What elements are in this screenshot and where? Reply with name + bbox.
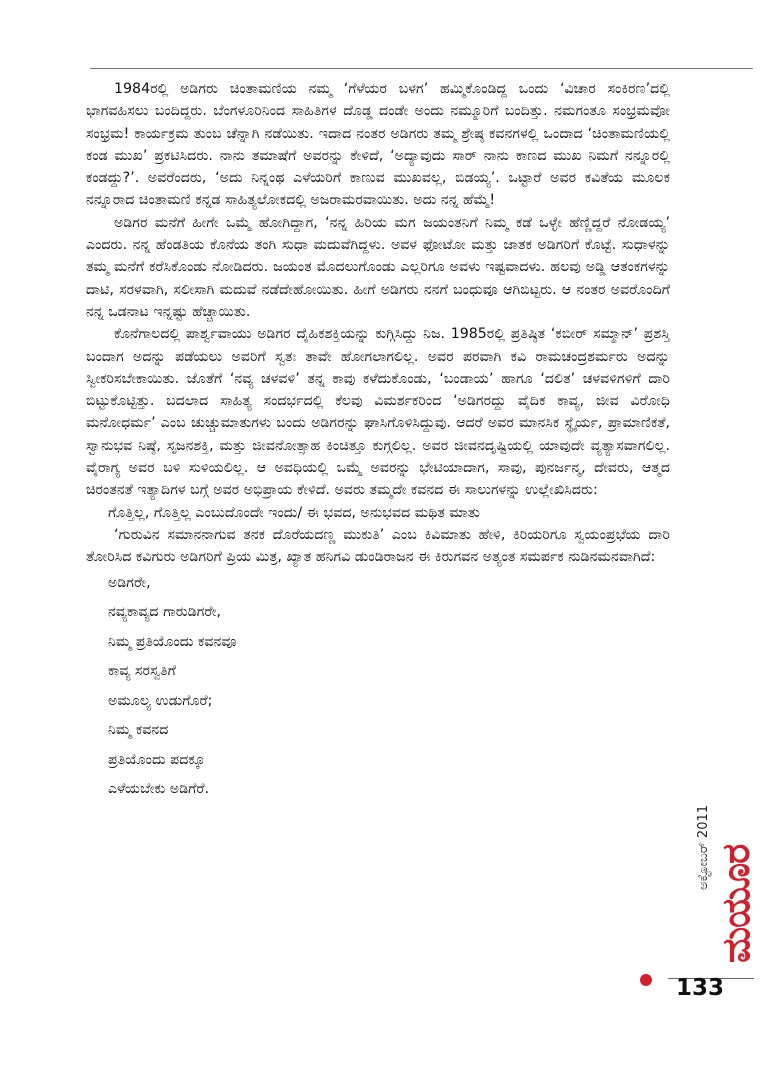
poem-line: ಕಾವ್ಯ ಸರಸ್ವತಿಗೆ — [108, 663, 176, 680]
article-paragraph: ‘ಗುರುವಿನ ಸಮಾನನಾಗುವ ತನಕ ದೊರೆಯದಣ್ಣ ಮುಕುತಿ’ ಎಂಬ ಕಿವಿಮಾತು ಹೇಳಿ, ಕಿರಿಯರಿಗೂ ಸ್ವಯಂಪ್ರಭೆಯ ದಾರಿ ತೋರಿಸಿದ ಕವಿಗುರು ಅಡಿಗರಿಗೆ ಪ್ರಿಯ ಮಿತ್ರ, ಖ್ಯಾತ ಹನಿಗವಿ ಡುಂಡಿರಾಜನ ಈ ಕಿರುಗವನ ಅತ್ಯಂತ ಸಮರ್ಪಕ ನುಡಿನಮನವಾಗಿದೆ: — [86, 526, 670, 566]
article-body — [86, 78, 670, 805]
issue-date-label: ಅಕ್ಟೋಬರ್ 2011 — [696, 804, 711, 890]
magazine-title-label: ಮಯೂರ — [714, 844, 758, 963]
issue-date — [694, 770, 712, 890]
poem-line: ಎಳೆಯಬೇಕು ಅಡಿಗೆರೆ. — [108, 781, 209, 798]
poem-line: ನಿಮ್ಮ ಕವನದ — [108, 722, 169, 739]
poem — [86, 569, 670, 805]
poem-line: ನಿಮ್ಮ ಪ್ರತಿಯೊಂದು ಕವನವೂ — [108, 633, 237, 650]
red-dot-icon — [640, 974, 652, 986]
article-paragraph: ಅಡಿಗರ ಮನೆಗೆ ಹೀಗೇ ಒಮ್ಮೆ ಹೋಗಿದ್ದಾಗ, ‘ನನ್ನ ಹಿರಿಯ ಮಗ ಜಯಂತನಿಗೆ ನಿಮ್ಮ ಕಡೆ ಒಳ್ಳೇ ಹೆಣ್ಣಿದ್ದರೆ ನೋಡಯ್ಯ’ ಎಂದರು. ನನ್ನ ಹೆಂಡತಿಯ ಕೊನೆಯ ತಂಗಿ ಸುಧಾ ಮದುವೆಗಿದ್ದಳು. ಅವಳ ಫೋಟೋ ಮತ್ತು ಜಾತಕ ಅಡಿಗರಿಗೆ ಕೊಟ್ಟೆ. ಸುಧಾಳನ್ನು ತಮ್ಮ ಮನೆಗೆ ಕರೆಸಿಕೊಂಡು ನೋಡಿದರು. ಜಯಂತ ಮೊದಲುಗೊಂಡು ಎಲ್ಲರಿಗೂ ಅವಳು ಇಷ್ಟವಾದಳು. ಹಲವು ಅಡ್ಡಿ ಆತಂಕಗಳನ್ನು ದಾಟಿ, ಸರಳವಾಗಿ, ಸಲೀಸಾಗಿ ಮದುವೆ ನಡೆದೇಹೋಯಿತು. ಹೀಗೆ ಅಡಿಗರು ನನಗೆ ಬಂಧುವೂ ಆಗಿಬಿಟ್ಟರು. ಆ ನಂತರ ಅವರೊಂದಿಗೆ ನನ್ನ ಒಡನಾಟ ಇನ್ನಷ್ಟು ಹೆಚ್ಚಾಯಿತು. — [86, 214, 670, 320]
top-divider — [90, 68, 753, 69]
article-paragraph: 1984ರಲ್ಲಿ ಅಡಿಗರು ಚಿಂತಾಮಣಿಯ ನಮ್ಮ ‘ಗೆಳೆಯರ ಬಳಗ’ ಹಮ್ಮಿಕೊಂಡಿದ್ದ ಒಂದು ‘ವಿಚಾರ ಸಂಕಿರಣ’ದಲ್ಲಿ ಭಾಗವಹಿಸಲು ಬಂದಿದ್ದರು. ಬೆಂಗಳೂರಿನಿಂದ ಸಾಹಿತಿಗಳ ದೊಡ್ಡ ದಂಡೇ ಅಂದು ನಮ್ಮೂರಿಗೆ ಬಂದಿತ್ತು. ನಮಗಂತೂ ಸಂಭ್ರಮವೋ ಸಂಭ್ರಮ! ಕಾರ್ಯಕ್ರಮ ತುಂಬ ಚೆನ್ನಾಗಿ ನಡೆಯಿತು. ಇದಾದ ನಂತರ ಅಡಿಗರು ತಮ್ಮ ಶ್ರೇಷ್ಠ ಕವನಗಳಲ್ಲಿ ಒಂದಾದ ‘ಚಿಂತಾಮಣಿಯಲ್ಲಿ ಕಂಡ ಮುಖ’ ಪ್ರಕಟಿಸಿದರು. ನಾನು ತಮಾಷೆಗೆ ಅವರನ್ನು ಕೇಳಿದೆ, ‘ಅದ್ಯಾವುದು ಸಾರ್ ನಾನು ಕಾಣದ ಮುಖ ನಿಮಗೆ ನನ್ನೂರಲ್ಲಿ ಕಂಡದ್ದು?’. ಅವರೆಂದರು, ‘ಅದು ನಿನ್ನಂಥ ಎಳೆಯರಿಗೆ ಕಾಣುವ ಮುಖವಲ್ಲ, ಬಿಡಯ್ಯ’. ಒಟ್ಟಾರೆ ಅವರ ಕವಿತೆಯ ಮೂಲಕ ನನ್ನೂರಾದ ಚಿಂತಾಮಣಿ ಕನ್ನಡ ಸಾಹಿತ್ಯಲೋಕದಲ್ಲಿ ಅಜರಾಮರವಾಯಿತು. ಅದು ನನ್ನ ಹೆಮ್ಮೆ! — [86, 81, 670, 209]
article-paragraph: ಕೊನೆಗಾಲದಲ್ಲಿ ಪಾರ್ಶ್ವವಾಯು ಅಡಿಗರ ದೈಹಿಕಶಕ್ತಿಯನ್ನು ಕುಗ್ಗಿಸಿದ್ದು ನಿಜ. 1985ರಲ್ಲಿ ಪ್ರತಿಷ್ಠಿತ ‘ಕಬೀರ್ ಸಮ್ಮಾನ್’ ಪ್ರಶಸ್ತಿ ಬಂದಾಗ ಅದನ್ನು ಪಡೆಯಲು ಅವರಿಗೆ ಸ್ವತಃ ತಾವೇ ಹೋಗಲಾಗಲಿಲ್ಲ. ಅವರ ಪರವಾಗಿ ಕವಿ ರಾಮಚಂದ್ರಶರ್ಮರು ಅದನ್ನು ಸ್ವೀಕರಿಸಬೇಕಾಯಿತು. ಜೊತೆಗೆ ‘ನವ್ಯ ಚಳವಳಿ’ ತನ್ನ ಕಾವು ಕಳೆದುಕೊಂಡು, ‘ಬಂಡಾಯ’ ಹಾಗೂ ‘ದಲಿತ’ ಚಳವಳಿಗಳಿಗೆ ದಾರಿ ಬಿಟ್ಟುಕೊಟ್ಟಿತ್ತು. ಬದಲಾದ ಸಾಹಿತ್ಯ ಸಂದರ್ಭದಲ್ಲಿ ಕೆಲವು ವಿಮರ್ಶಕರಿಂದ ‘ಅಡಿಗರದ್ದು ವೈದಿಕ ಕಾವ್ಯ, ಜೀವ ವಿರೋಧಿ ಮನೋಧರ್ಮ’ ಎಂಬ ಚುಚ್ಚುಮಾತುಗಳು ಬಂದು ಅಡಿಗರನ್ನು ಘಾಸಿಗೊಳಿಸಿದ್ದುವು. ಆದರೆ ಅವರ ಮಾನಸಿಕ ಸ್ಥೈರ್ಯ, ಪ್ರಾಮಾಣಿಕತೆ, ಸ್ವಾನುಭವ ನಿಷ್ಠೆ, ಸೃಜನಶಕ್ತಿ, ಮತ್ತು ಜೀವನೋತ್ಸಾಹ ಕಿಂಚಿತ್ತೂ ಕುಗ್ಗಲಿಲ್ಲ. ಅವರ ಜೀವನದೃಷ್ಟಿಯಲ್ಲಿ ಯಾವುದೇ ವ್ಯತ್ಯಾಸವಾಗಲಿಲ್ಲ. ವೈರಾಗ್ಯ ಅವರ ಬಳಿ ಸುಳಿಯಲಿಲ್ಲ. ಆ ಅವಧಿಯಲ್ಲಿ ಒಮ್ಮೆ ಅವರನ್ನು ಭೇಟಿಯಾದಾಗ, ಸಾವು, ಪುನರ್ಜನ್ಮ, ದೇವರು, ಆತ್ಮದ ಚಿರಂತನತೆ ಇತ್ಯಾದಿಗಳ ಬಗ್ಗೆ ಅವರ ಅಭಿಪ್ರಾಯ ಕೇಳಿದೆ. ಅವರು ತಮ್ಮದೇ ಕವನದ ಈ ಸಾಲುಗಳನ್ನು ಉಲ್ಲೇಖಿಸಿದರು: — [86, 326, 670, 499]
quoted-verse: ಗೊತ್ತಿಲ್ಲ, ಗೊತ್ತಿಲ್ಲ ಎಂಬುದೊಂದೇ ಇಂದು/ ಈ ಭವದ, ಅನುಭವದ ಮಥಿತ ಮಾತು — [108, 504, 480, 521]
poem-line: ಅಡಿಗರೇ, — [108, 574, 151, 591]
poem-line: ಪ್ರತಿಯೊಂದು ಪದಕ್ಕೂ — [108, 751, 206, 768]
page-number: 133 — [676, 975, 725, 1001]
poem-line: ಅಮೂಲ್ಯ ಉಡುಗೊರೆ; — [108, 692, 213, 709]
poem-line: ನವ್ಯಕಾವ್ಯದ ಗಾರುಡಿಗರೇ, — [108, 604, 222, 621]
